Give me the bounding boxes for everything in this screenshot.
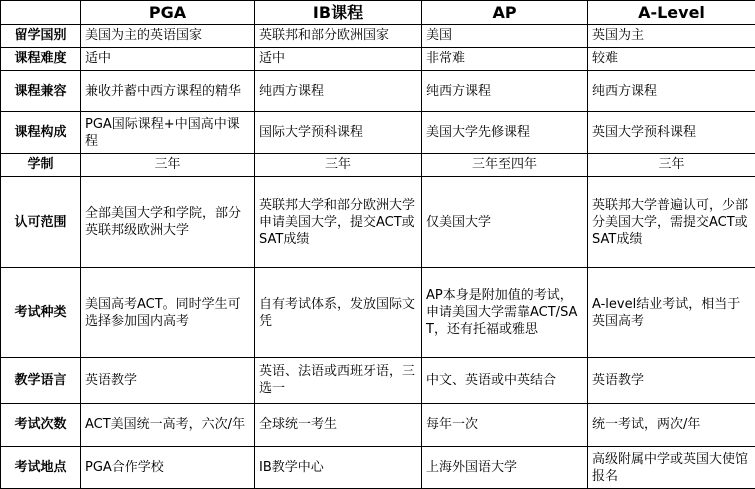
row-label: 考试次数 [1, 403, 81, 447]
table-row [1, 403, 755, 447]
table-cell: 全部美国大学和学院，部分英联邦级欧洲大学 [81, 176, 255, 268]
row-label: 留学国别 [1, 25, 81, 48]
table-cell: IB教学中心 [255, 447, 422, 489]
table-row [1, 25, 755, 48]
table-row [1, 357, 755, 403]
table-cell: 仅美国大学 [422, 176, 588, 268]
table-cell: 三年 [81, 153, 255, 176]
table-cell: 适中 [255, 47, 422, 70]
table-cell: 中文、英语或中英结合 [422, 357, 588, 403]
header-ib: IB课程 [255, 1, 422, 25]
table-cell: 适中 [81, 47, 255, 70]
header-corner [1, 1, 81, 25]
table-row [1, 70, 755, 112]
header-alevel: A-Level [588, 1, 755, 25]
table-cell: 统一考试，两次/年 [588, 403, 755, 447]
table-row [1, 268, 755, 357]
table-cell: 三年至四年 [422, 153, 588, 176]
table-cell: 英联邦大学和部分欧洲大学 申请美国大学，提交ACT或SAT成绩 [255, 176, 422, 268]
table-cell: 英联邦大学普遍认可，少部分美国大学，需提交ACT或SAT成绩 [588, 176, 755, 268]
row-label: 教学语言 [1, 357, 81, 403]
table-row [1, 112, 755, 154]
table-cell: 美国高考ACT。同时学生可选择参加国内高考 [81, 268, 255, 357]
table-cell: AP本身是附加值的考试，申请美国大学需靠ACT/SAT，还有托福或雅思 [422, 268, 588, 357]
header-row [1, 1, 755, 25]
table-cell: 纯西方课程 [422, 70, 588, 112]
row-label: 考试种类 [1, 268, 81, 357]
table-cell: PGA合作学校 [81, 447, 255, 489]
row-label: 课程构成 [1, 112, 81, 154]
table-cell: 兼收并蓄中西方课程的精华 [81, 70, 255, 112]
header-pga: PGA [81, 1, 255, 25]
table-row [1, 153, 755, 176]
row-label: 考试地点 [1, 447, 81, 489]
table-cell: 英国大学预科课程 [588, 112, 755, 154]
table-cell: 国际大学预科课程 [255, 112, 422, 154]
table-cell: 上海外国语大学 [422, 447, 588, 489]
table-cell: 英联邦和部分欧洲国家 [255, 25, 422, 48]
table-row [1, 447, 755, 489]
table-cell: 美国大学先修课程 [422, 112, 588, 154]
row-label: 课程难度 [1, 47, 81, 70]
header-ap: AP [422, 1, 588, 25]
table-cell: 三年 [588, 153, 755, 176]
table-cell: 美国 [422, 25, 588, 48]
table-cell: 英语、法语或西班牙语，三选一 [255, 357, 422, 403]
table-cell: 纯西方课程 [255, 70, 422, 112]
table-cell: 全球统一考生 [255, 403, 422, 447]
table-cell: 非常难 [422, 47, 588, 70]
table-cell: 三年 [255, 153, 422, 176]
table-cell: 高级附属中学或英国大使馆报名 [588, 447, 755, 489]
table-cell: A-level结业考试，相当于英国高考 [588, 268, 755, 357]
table-cell: PGA国际课程+中国高中课程 [81, 112, 255, 154]
table-cell: 英国为主 [588, 25, 755, 48]
table-cell: 较难 [588, 47, 755, 70]
table-cell: 纯西方课程 [588, 70, 755, 112]
table-cell: 英语教学 [588, 357, 755, 403]
table-row [1, 47, 755, 70]
table-cell: ACT美国统一高考，六次/年 [81, 403, 255, 447]
row-label: 认可范围 [1, 176, 81, 268]
table-row [1, 176, 755, 268]
row-label: 学制 [1, 153, 81, 176]
table-cell: 英语教学 [81, 357, 255, 403]
table-cell: 美国为主的英语国家 [81, 25, 255, 48]
row-label: 课程兼容 [1, 70, 81, 112]
table-cell: 自有考试体系，发放国际文凭 [255, 268, 422, 357]
table-cell: 每年一次 [422, 403, 588, 447]
